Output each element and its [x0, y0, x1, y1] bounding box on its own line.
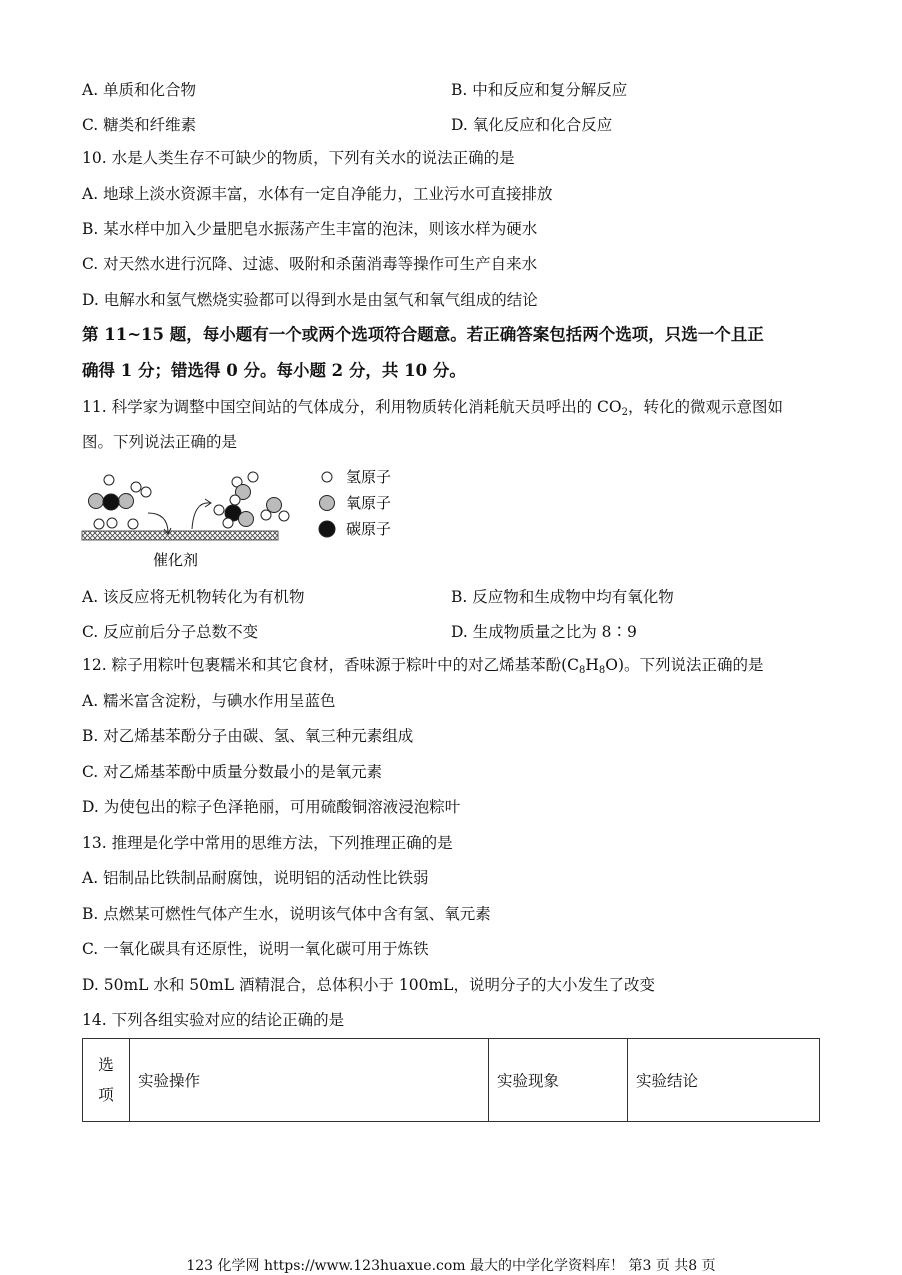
q14-stem: 14. 下列各组实验对应的结论正确的是 — [82, 1011, 345, 1029]
q12-option-a: A. 糯米富含淀粉，与碘水作用呈蓝色 — [82, 692, 336, 710]
legend-hydrogen-label: 氢原子 — [346, 468, 392, 486]
q13-option-b: B. 点燃某可燃性气体产生水，说明该气体中含有氢、氧元素 — [82, 905, 491, 923]
legend-oxygen-icon — [320, 496, 335, 511]
q13-option-c: C. 一氧化碳具有还原性，说明一氧化碳可用于炼铁 — [82, 940, 429, 958]
q11-option-d: D. 生成物质量之比为 8∶9 — [451, 623, 637, 641]
q13-stem: 13. 推理是化学中常用的思维方法，下列推理正确的是 — [82, 834, 453, 852]
legend-hydrogen-icon — [322, 472, 332, 482]
header-option-top: 选 — [98, 1056, 114, 1074]
q12-option-b: B. 对乙烯基苯酚分子由碳、氢、氧三种元素组成 — [82, 727, 414, 745]
q11-option-a: A. 该反应将无机物转化为有机物 — [82, 588, 305, 606]
q10-option-c: C. 对天然水进行沉降、过滤、吸附和杀菌消毒等操作可生产自来水 — [82, 255, 538, 273]
q11-option-c: C. 反应前后分子总数不变 — [82, 623, 259, 641]
table-header-row — [83, 1039, 820, 1122]
reactant-molecules — [89, 475, 152, 529]
desorb-arrow-icon — [192, 503, 210, 529]
q12-subscript-c: 8 — [579, 665, 586, 676]
q12-option-d: D. 为使包出的粽子色泽艳丽，可用硫酸铜溶液浸泡粽叶 — [82, 798, 461, 816]
section-note-line-1: 第 11~15 题，每小题有一个或两个选项符合题意。若正确答案包括两个选项，只选一个且正 — [82, 325, 764, 344]
q11-stem-line-2: 图。下列说法正确的是 — [82, 433, 238, 451]
section-note-line-2: 确得 1 分；错选得 0 分。每小题 2 分，共 10 分。 — [82, 361, 466, 380]
q11-diagram-svg — [80, 463, 410, 573]
q11-stem-line-1 — [82, 397, 783, 417]
q11-option-b: B. 反应物和生成物中均有氧化物 — [451, 588, 674, 606]
q9-option-b: B. 中和反应和复分解反应 — [451, 81, 628, 99]
q11-options-row-2 — [82, 620, 822, 640]
q10-stem: 10. 水是人类生存不可缺少的物质，下列有关水的说法正确的是 — [82, 149, 515, 167]
header-conclusion: 实验结论 — [628, 1039, 820, 1122]
q12-stem-text-end: O)。下列说法正确的是 — [605, 656, 764, 674]
product-molecules — [214, 472, 289, 528]
legend-carbon-label: 碳原子 — [346, 520, 392, 538]
q10-option-b: B. 某水样中加入少量肥皂水振荡产生丰富的泡沫，则该水样为硬水 — [82, 220, 538, 238]
q9-option-c: C. 糖类和纤维素 — [82, 116, 197, 134]
q11-micro-diagram — [80, 463, 410, 573]
diagram-legend — [319, 468, 391, 538]
q9-option-a: A. 单质和化合物 — [82, 81, 197, 99]
q12-stem — [82, 655, 764, 675]
legend-carbon-icon — [319, 521, 335, 537]
catalyst-surface — [82, 531, 278, 540]
q12-stem-text: 12. 粽子用粽叶包裹糯米和其它食材，香味源于粽叶中的对乙烯基苯酚(C — [82, 656, 579, 674]
q11-stem-text: 11. 科学家为调整中国空间站的气体成分，利用物质转化消耗航天员呼出的 CO — [82, 398, 622, 416]
q10-option-a: A. 地球上淡水资源丰富，水体有一定自净能力，工业污水可直接排放 — [82, 185, 553, 203]
header-option — [83, 1039, 130, 1122]
q11-options-row-1 — [82, 585, 822, 605]
q12-option-c: C. 对乙烯基苯酚中质量分数最小的是氧元素 — [82, 763, 383, 781]
catalyst-label: 催化剂 — [153, 551, 199, 569]
header-operation: 实验操作 — [130, 1039, 489, 1122]
q14-table — [82, 1038, 820, 1122]
q9-option-d: D. 氧化反应和化合反应 — [451, 116, 613, 134]
page-footer: 123 化学网 https://www.123huaxue.com 最大的中学化学资料库！ 第3 页 共8 页 — [186, 1258, 716, 1274]
q13-option-a: A. 铝制品比铁制品耐腐蚀，说明铝的活动性比铁弱 — [82, 869, 429, 887]
header-phenomenon: 实验现象 — [489, 1039, 628, 1122]
q11-co2-subscript: 2 — [621, 407, 628, 418]
q10-option-d: D. 电解水和氢气燃烧实验都可以得到水是由氢气和氧气组成的结论 — [82, 291, 538, 309]
q9-options-row-2 — [82, 113, 822, 133]
header-option-bottom: 项 — [98, 1086, 114, 1104]
q12-formula-h: H — [585, 656, 599, 674]
q12-subscript-h: 8 — [598, 665, 606, 676]
q9-options-row-1 — [82, 78, 822, 98]
q13-option-d: D. 50mL 水和 50mL 酒精混合，总体积小于 100mL，说明分子的大小发生了改变 — [82, 976, 655, 994]
legend-oxygen-label: 氧原子 — [346, 494, 392, 512]
q11-stem-text-end: ，转化的微观示意图如 — [627, 398, 783, 416]
